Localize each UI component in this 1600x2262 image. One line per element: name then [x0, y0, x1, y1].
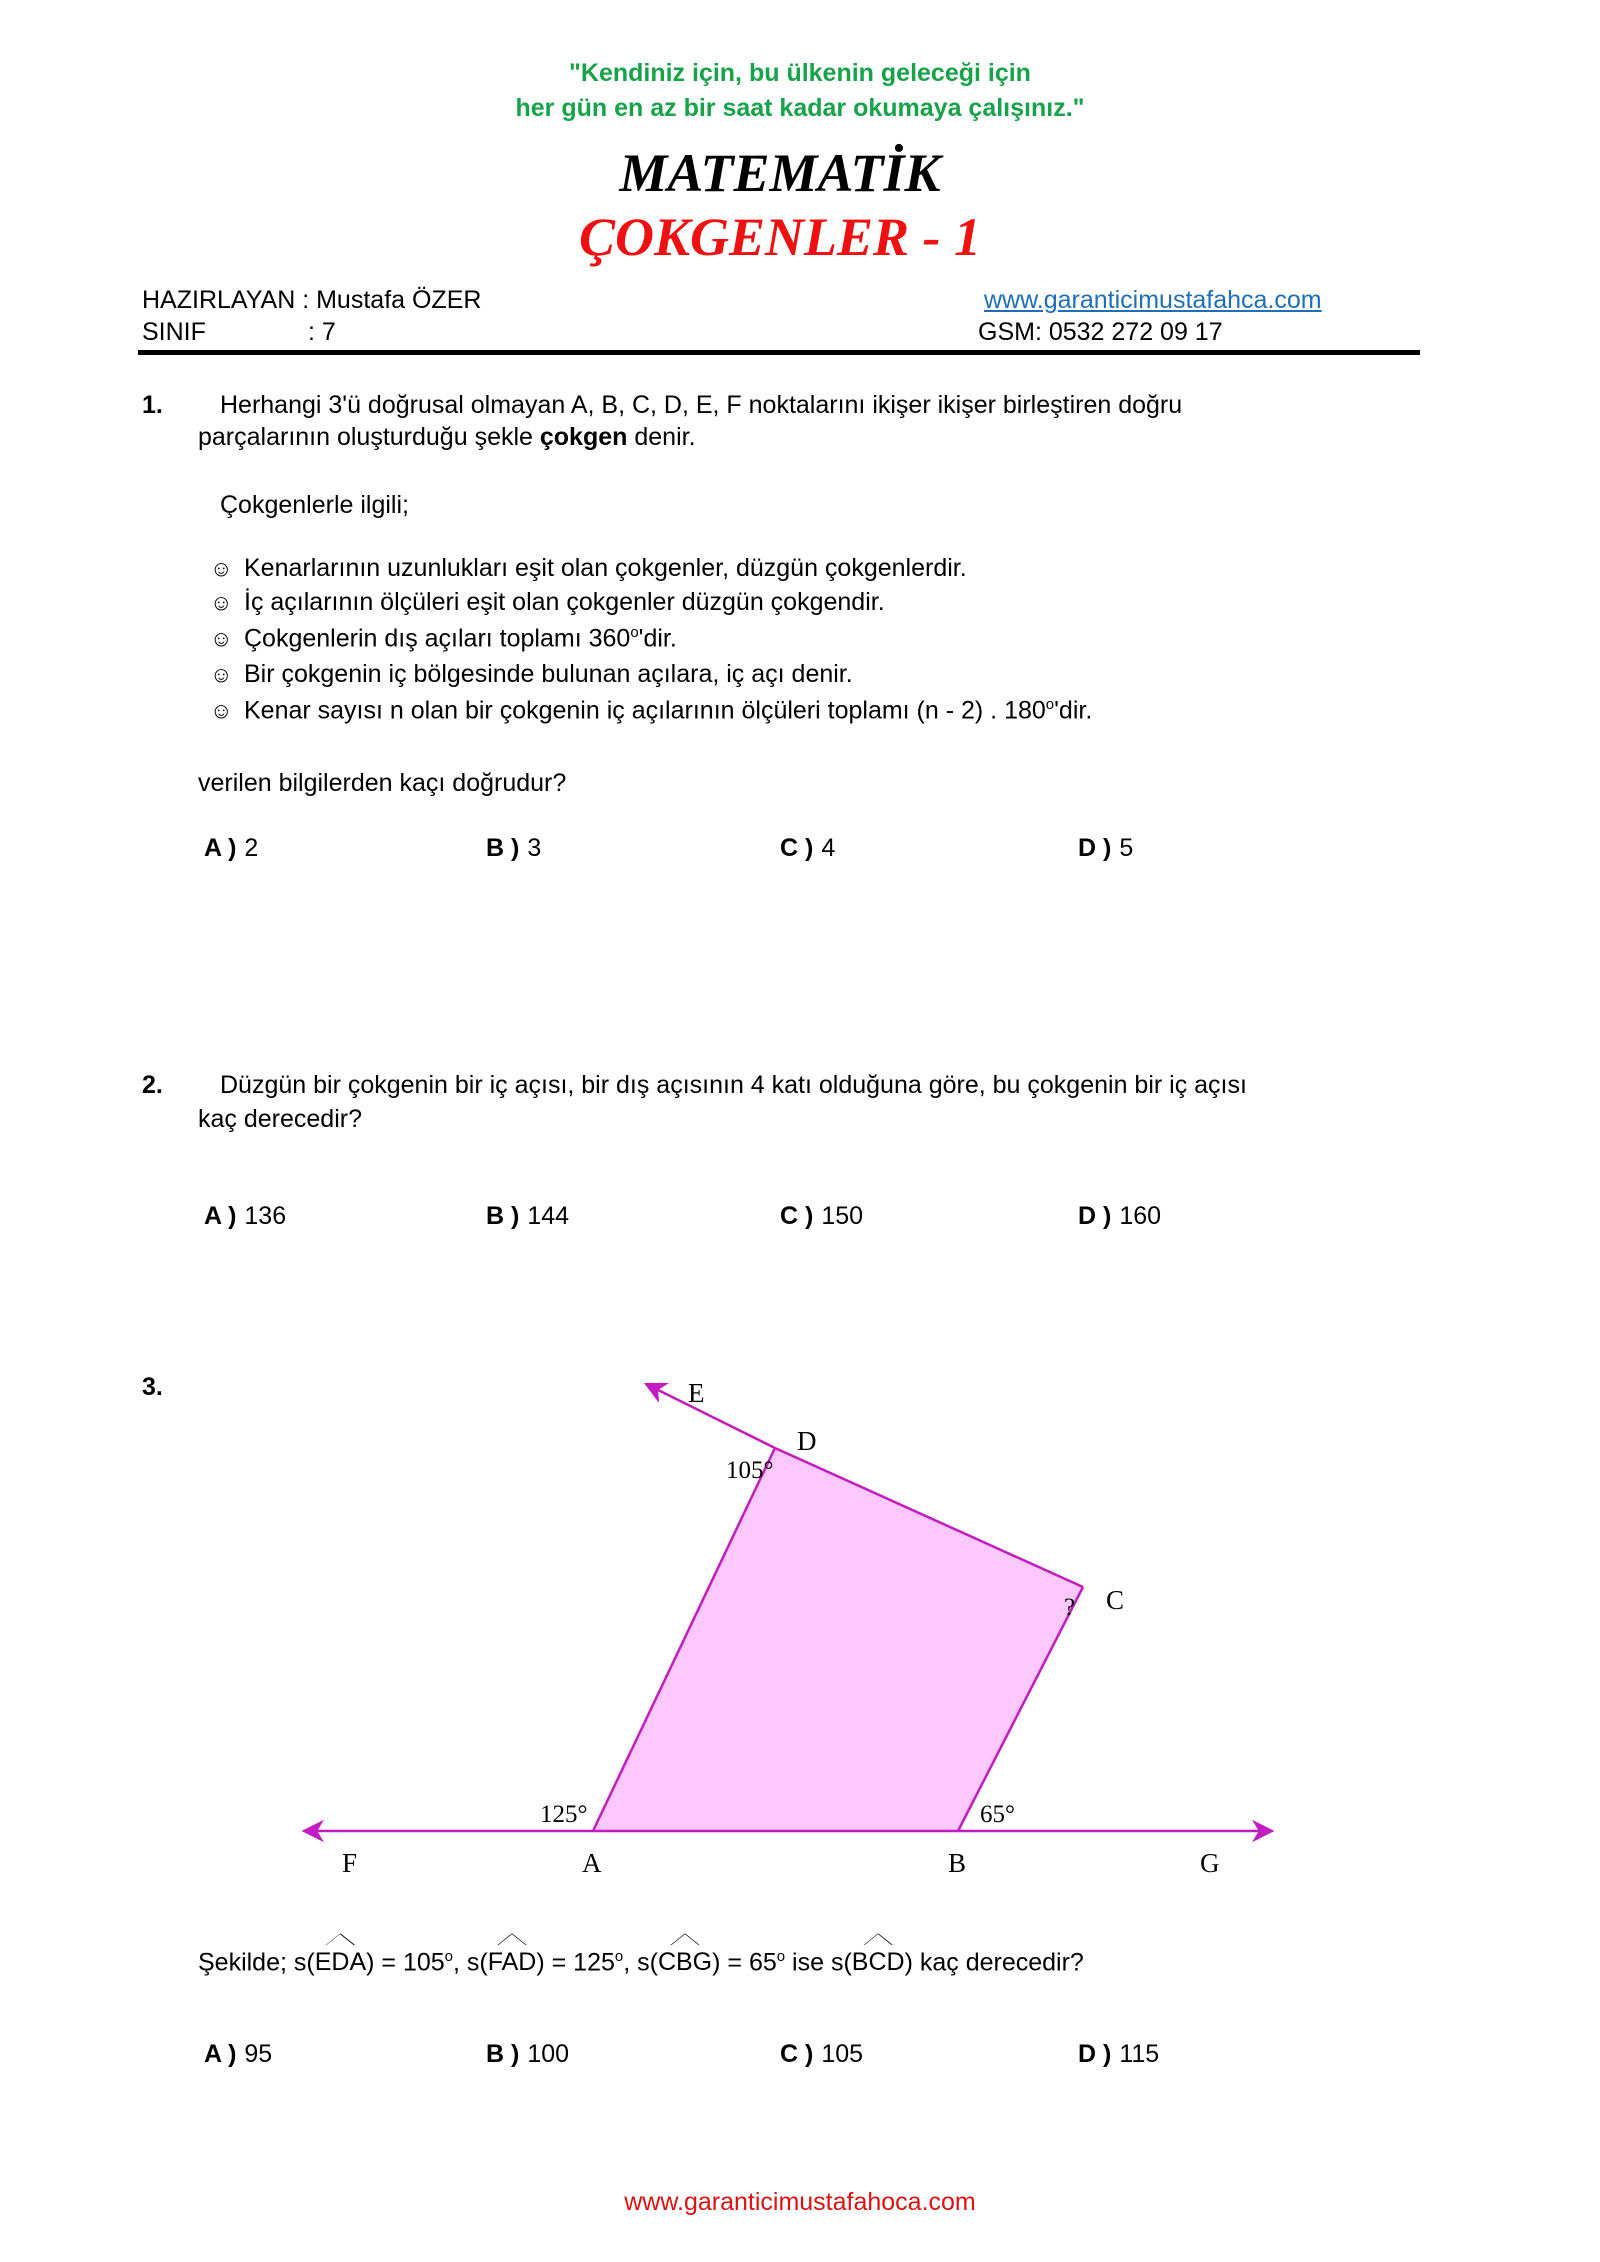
text-span: Şekilde; s(: [198, 1948, 315, 1977]
option-value: 115: [1119, 2040, 1160, 2068]
option-value: 144: [527, 1202, 570, 1230]
degree-sup: o: [614, 1948, 624, 1965]
text-span: ) kaç derecedir?: [904, 1948, 1084, 1977]
bold-term: çokgen: [539, 423, 628, 451]
option-letter: A ): [204, 2040, 237, 2068]
statement-suffix: 'dir.: [638, 624, 677, 653]
text-span: ) = 65: [712, 1948, 777, 1977]
question-2-text-line-1: Düzgün bir çokgenin bir iç açısı, bir dış açısının 4 katı olduğuna göre, bu çokgenin bir iç açısı: [220, 1071, 1247, 1099]
label-c: C: [1106, 1585, 1125, 1615]
quadrilateral-abcd: [593, 1448, 1083, 1831]
class-label: SINIF: [142, 318, 206, 346]
angle-fad: FAD: [488, 1945, 537, 1979]
option-letter: A ): [204, 1202, 237, 1230]
option-value: 3: [527, 834, 542, 862]
degree-sup: o: [630, 624, 639, 641]
option-value: 136: [244, 1202, 287, 1230]
author-label: HAZIRLAYAN : Mustafa ÖZER: [142, 286, 482, 314]
motto-line-2: her gün en az bir saat kadar okumaya çalışınız.": [515, 94, 1085, 122]
option-letter: C ): [780, 2040, 814, 2068]
degree-sup: o: [444, 1948, 453, 1965]
text-span: denir.: [627, 423, 696, 451]
q3-option-a[interactable]: [204, 2040, 272, 2069]
class-value: : 7: [308, 318, 336, 346]
label-a: A: [582, 1848, 602, 1878]
statement-text: Bir çokgenin iç bölgesinde bulunan açılara, iç açı denir.: [244, 660, 853, 688]
motto-line-1: "Kendiniz için, bu ülkenin geleceği için: [569, 59, 1031, 87]
question-1-prompt: verilen bilgilerden kaçı doğrudur?: [198, 769, 567, 797]
question-1-number: 1.: [142, 391, 163, 419]
angle-cbg-label: 65°: [980, 1801, 1015, 1828]
option-letter: D ): [1078, 834, 1112, 862]
label-b: B: [948, 1848, 967, 1878]
ray-de: [648, 1385, 775, 1448]
smiley-icon: ☺: [210, 626, 233, 652]
option-value: 95: [244, 2040, 273, 2068]
option-value: 105: [821, 2040, 864, 2068]
q3-option-d[interactable]: [1078, 2040, 1159, 2069]
q3-option-b[interactable]: [486, 2040, 569, 2069]
option-letter: D ): [1078, 2040, 1112, 2068]
question-1-text-line-1: Herhangi 3'ü doğrusal olmayan A, B, C, D, E, F noktalarını ikişer ikişer birleştiren doğru: [220, 391, 1183, 419]
smiley-icon: ☺: [210, 556, 233, 581]
option-value: 100: [527, 2040, 570, 2068]
statement-text: Çokgenlerin dış açıları toplamı 360: [244, 624, 631, 653]
degree-sup: o: [1045, 696, 1055, 713]
angle-eda-label: 105°: [726, 1457, 774, 1484]
statement-text: Kenarlarının uzunlukları eşit olan çokgenler, düzgün çokgenlerdir.: [244, 554, 967, 582]
angle-eda: EDA: [315, 1945, 366, 1979]
degree-sup: o: [776, 1948, 786, 1965]
question-2-text-line-2: kaç derecedir?: [198, 1105, 362, 1133]
label-d: D: [797, 1426, 817, 1456]
footer-website[interactable]: www.garanticimustafahoca.com: [624, 2188, 976, 2216]
option-value: 4: [821, 834, 836, 862]
option-letter: B ): [486, 2040, 520, 2068]
angle-fad-label: 125°: [540, 1801, 588, 1828]
label-f: F: [342, 1848, 358, 1878]
smiley-icon: ☺: [210, 698, 233, 724]
q3-option-c[interactable]: [780, 2040, 863, 2069]
option-value: 150: [821, 1202, 864, 1230]
option-letter: C ): [780, 1202, 814, 1230]
option-value: 160: [1119, 1202, 1162, 1230]
option-letter: C ): [780, 834, 814, 862]
text-span: ise s(: [785, 1948, 852, 1977]
website-link[interactable]: www.garanticimustafahca.com: [984, 286, 1322, 314]
statement-suffix: 'dir.: [1054, 696, 1093, 725]
angle-bcd: BCD: [852, 1945, 905, 1979]
text-span: parçalarının oluşturduğu şekle: [198, 423, 540, 451]
option-letter: D ): [1078, 1202, 1112, 1230]
option-value: 5: [1119, 834, 1134, 862]
statement-text: İç açılarının ölçüleri eşit olan çokgenler düzgün çokgendir.: [244, 588, 885, 616]
text-span: ) = 105: [366, 1948, 445, 1977]
angle-cbg: CBG: [658, 1945, 712, 1979]
angle-bcd-label: ?: [1064, 1594, 1076, 1621]
label-e: E: [688, 1378, 705, 1408]
label-g: G: [1200, 1848, 1220, 1878]
question-3-number: 3.: [142, 1373, 163, 1401]
smiley-icon: ☺: [210, 662, 233, 687]
option-value: 2: [244, 834, 259, 862]
text-span: ) = 125: [536, 1948, 615, 1977]
gsm-number: GSM: 0532 272 09 17: [978, 318, 1223, 346]
text-span: , s(: [453, 1948, 488, 1977]
option-letter: B ): [486, 1202, 520, 1230]
text-span: , s(: [623, 1948, 658, 1977]
topic-title: ÇOKGENLER - 1: [578, 207, 982, 267]
option-letter: A ): [204, 834, 237, 862]
question-2-number: 2.: [142, 1071, 163, 1099]
statement-text: Kenar sayısı n olan bir çokgenin iç açılarının ölçüleri toplamı (n - 2) . 180: [244, 696, 1046, 725]
option-letter: B ): [486, 834, 520, 862]
smiley-icon: ☺: [210, 590, 233, 615]
subject-title: MATEMATİK: [619, 143, 941, 203]
question-1-intro: Çokgenlerle ilgili;: [220, 491, 409, 519]
question-3-stem: [198, 1940, 1084, 1979]
